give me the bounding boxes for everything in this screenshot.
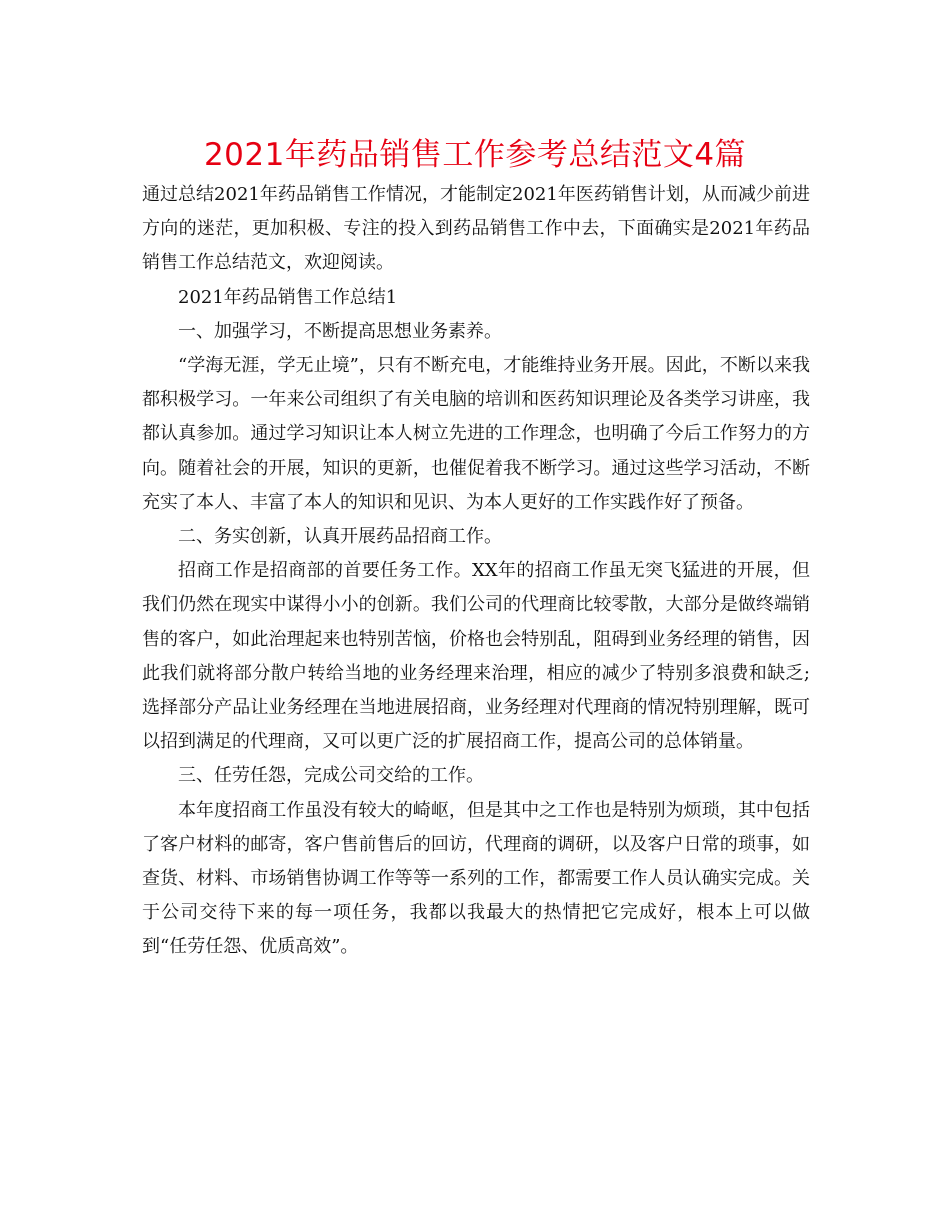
body-paragraph: 本年度招商工作虽没有较大的崎岖，但是其中之工作也是特别为烦琐，其中包括了客户材料的邮寄，客户售前售后的回访，代理商的调研，以及客户日常的琐事，如查货、材料、市场销售协调工作等等一系列的工作，都需要工作人员认确实完成。关于公司交待下来的每一项任务，我都以我最大的热情把它完成好，根本上可以做到“任劳任怨、优质高效”。 xyxy=(142,799,810,958)
point-heading-3: 三、任劳任怨，完成公司交给的工作。 xyxy=(178,765,484,787)
document-body xyxy=(142,178,810,965)
intro-paragraph: 通过总结2021年药品销售工作情况，才能制定2021年医药销售计划，从而减少前进方向的迷茫，更加积极、专注的投入到药品销售工作中去，下面确实是2021年药品销售工作总结范文，欢迎阅读。 xyxy=(142,184,810,274)
body-paragraph: “学海无涯，学无止境”，只有不断充电，才能维持业务开展。因此，不断以来我都积极学习。一年来公司组织了有关电脑的培训和医药知识理论及各类学习讲座，我都认真参加。通过学习知识让本人树立先进的工作理念，也明确了今后工作努力的方向。随着社会的开展，知识的更新，也催促着我不断学习。通过这些学习活动，不断充实了本人、丰富了本人的知识和见识、为本人更好的工作实践作好了预备。 xyxy=(142,355,810,513)
point-heading-2: 二、务实创新，认真开展药品招商工作。 xyxy=(178,526,502,548)
section-heading-summary-1: 2021年药品销售工作总结1 xyxy=(178,286,398,308)
point-heading-1: 一、加强学习，不断提高思想业务素养。 xyxy=(178,320,502,342)
document-title: 2021年药品销售工作参考总结范文4篇 xyxy=(203,137,747,173)
body-paragraph: 招商工作是招商部的首要任务工作。XX年的招商工作虽无突飞猛进的开展，但我们仍然在现实中谋得小小的创新。我们公司的代理商比较零散，大部分是做终端销售的客户，如此治理起来也特别苦恼，价格也会特别乱，阻碍到业务经理的销售，因此我们就将部分散户转给当地的业务经理来治理，相应的减少了特别多浪费和缺乏;选择部分产品让业务经理在当地进展招商，业务经理对代理商的情况特别理解，既可以招到满足的代理商，又可以更广泛的扩展招商工作，提高公司的总体销量。 xyxy=(142,560,810,753)
